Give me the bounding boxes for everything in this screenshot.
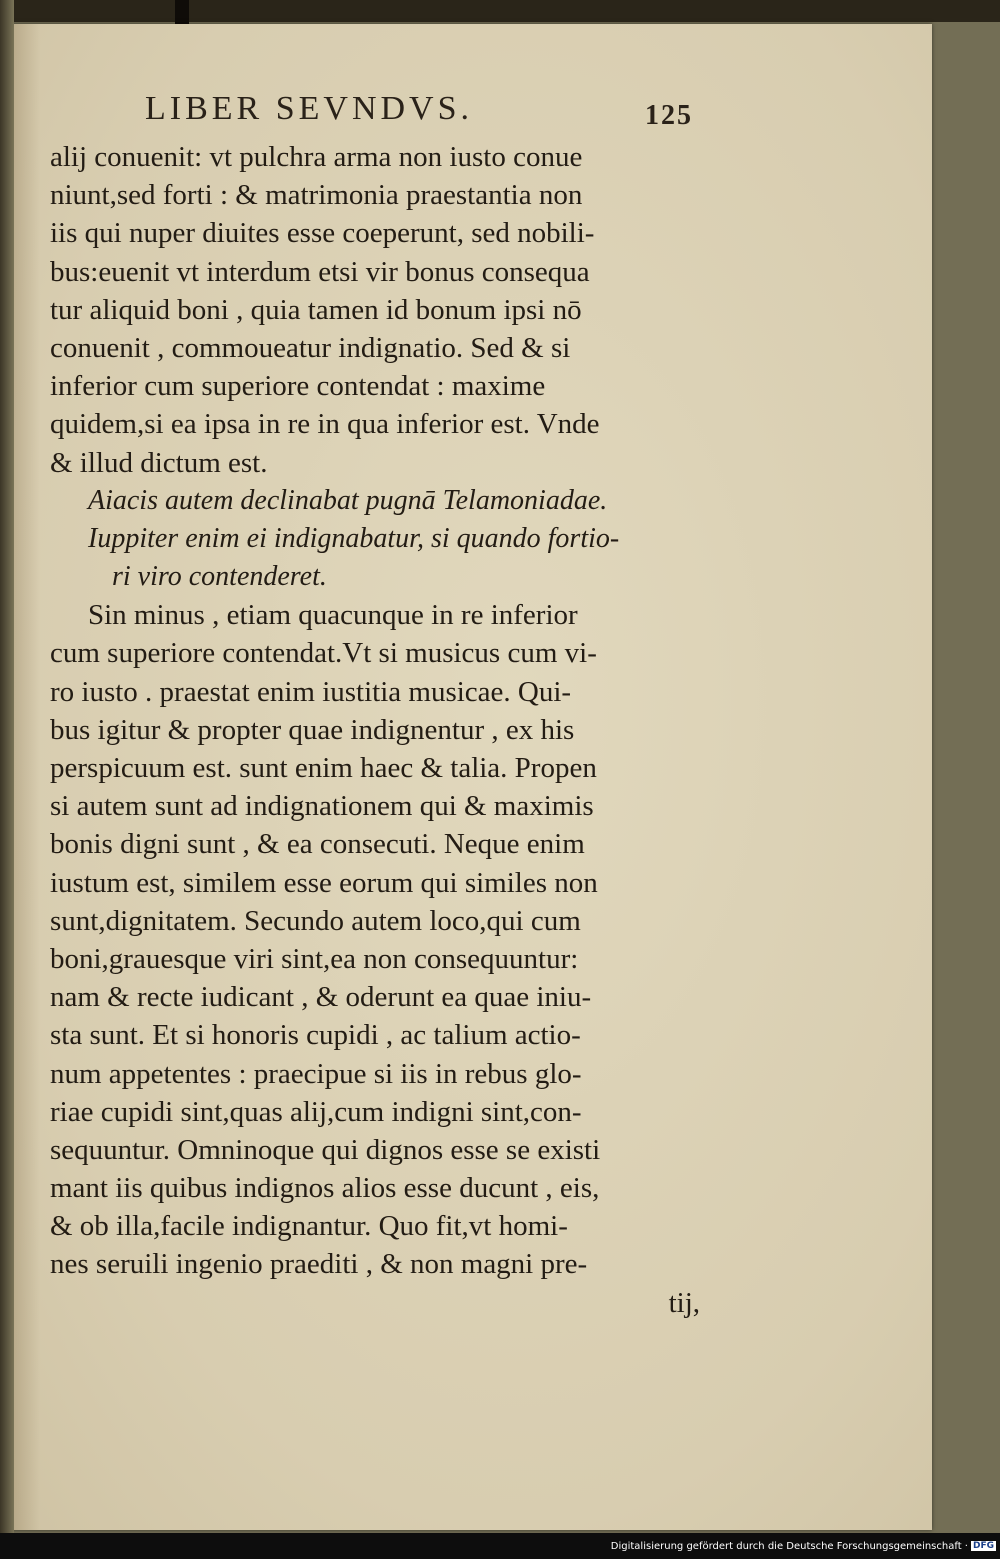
text-line: cum superiore contendat.Vt si musicus cum vi- <box>50 637 597 670</box>
text-line: bus:euenit vt interdum etsi vir bonus consequa <box>50 255 590 288</box>
text-line: mant iis quibus indignos alios esse ducunt , eis, <box>50 1172 600 1205</box>
text-line: & illud dictum est. <box>50 446 268 479</box>
footer-credit-text: Digitalisierung gefördert durch die Deutsche Forschungsgemeinschaft · <box>610 1541 968 1552</box>
text-line: Sin minus , etiam quacunque in re inferior <box>88 599 578 632</box>
text-line: bonis digni sunt , & ea consecuti. Neque enim <box>50 828 585 861</box>
footer-credit <box>596 1541 996 1552</box>
text-line: sunt,dignitatem. Secundo autem loco,qui cum <box>50 904 581 937</box>
text-line: & ob illa,facile indignantur. Quo fit,vt homi- <box>50 1210 568 1243</box>
text-line: si autem sunt ad indignationem qui & maximis <box>50 790 594 823</box>
page-number: 125 <box>645 100 693 131</box>
body-text <box>50 138 710 1322</box>
scan-top-edge <box>0 0 1000 22</box>
text-line: tur aliquid boni , quia tamen id bonum ipsi nō <box>50 293 582 326</box>
verse-line: ri viro contenderet. <box>112 561 327 593</box>
catchword: tij, <box>668 1286 700 1319</box>
text-line: sequuntur. Omninoque qui dignos esse se existi <box>50 1133 601 1166</box>
bookmark-strip <box>175 0 189 24</box>
text-line: num appetentes : praecipue si iis in rebus glo- <box>50 1057 582 1090</box>
text-line: quidem,si ea ipsa in re in qua inferior est. Vnde <box>50 408 600 441</box>
verse-line: Aiacis autem declinabat pugnā Telamoniadae. <box>88 484 608 516</box>
text-line: alij conuenit: vt pulchra arma non iusto conue <box>50 141 583 173</box>
verse-line: Iuppiter enim ei indignabatur, si quando fortio- <box>88 522 620 554</box>
text-line: inferior cum superiore contendat : maxime <box>50 370 546 403</box>
text-line: boni,grauesque viri sint,ea non consequuntur: <box>50 942 579 975</box>
text-line: conuenit , commoueatur indignatio. Sed & si <box>50 331 571 364</box>
dfg-logo: DFG <box>972 1541 994 1551</box>
text-line: riae cupidi sint,quas alij,cum indigni sint,con- <box>50 1095 582 1128</box>
text-line: ro iusto . praestat enim iustitia musicae. Qui- <box>50 675 572 708</box>
text-line: perspicuum est. sunt enim haec & talia. Propen <box>50 752 597 784</box>
binding-edge <box>0 0 14 1559</box>
text-line: bus igitur & propter quae indignentur , ex his <box>50 713 575 746</box>
text-line: iustum est, similem esse eorum qui similes non <box>50 866 598 899</box>
running-head: LIBER SEVNDVS. <box>145 90 474 127</box>
text-line: sta sunt. Et si honoris cupidi , ac talium actio- <box>50 1019 581 1052</box>
text-line: niunt,sed forti : & matrimonia praestantia non <box>50 179 583 212</box>
text-line: nam & recte iudicant , & oderunt ea quae iniu- <box>50 981 592 1014</box>
text-line: iis qui nuper diuites esse coeperunt, sed nobili- <box>50 217 595 250</box>
text-line: nes seruili ingenio praediti , & non magni pre- <box>50 1248 588 1281</box>
